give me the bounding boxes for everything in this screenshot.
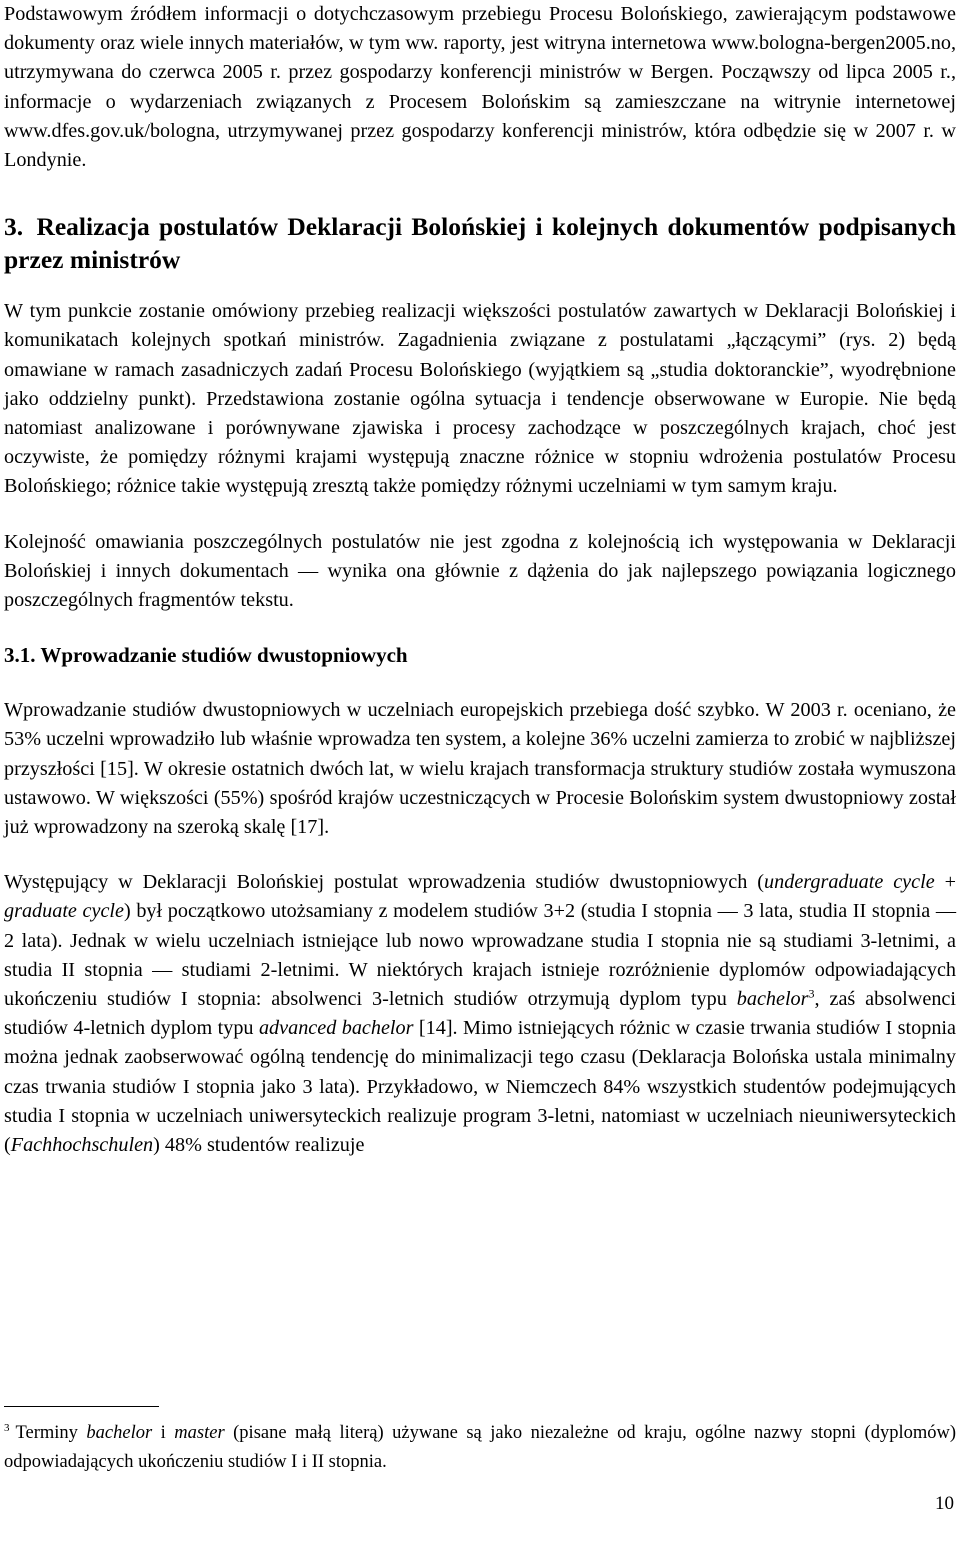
term-advanced-bachelor: advanced bachelor	[258, 1017, 414, 1040]
footnotes-area	[4, 1406, 956, 1477]
text-run: ) 48% studentów realizuje	[153, 1134, 365, 1157]
term-bachelor: bachelor	[736, 988, 809, 1011]
subsection-number: 3.1.	[4, 643, 36, 668]
term-bachelor: bachelor	[86, 1423, 153, 1443]
paragraph-order: Kolejność omawiania poszczególnych postulatów nie jest zgodna z kolejnością ich występowania w Deklaracji Bolońskiej i innych dokumentach — wynika ona głównie z dążenia do jak najlepszego powiązania logicznego poszczególnych fragmentów tekstu.	[4, 530, 956, 612]
paragraph-sources: Podstawowym źródłem informacji o dotychczasowym przebiegu Procesu Bolońskiego, zawierającym podstawowe dokumenty oraz wiele innych materiałów, w tym ww. raporty, jest witryna internetowa www.bologna-bergen2005.no, utrzymywana do czerwca 2005 r. przez gospodarzy konferencji ministrów w Bergen. Począwszy od lipca 2005 r., informacje o wydarzeniach związanych z Procesem Bolońskim są zamieszczane na witrynie internetowej www.dfes.gov.uk/bologna, utrzymywanej przez gospodarzy konferencji ministrów, która odbędzie się w 2007 r. w Londynie.	[4, 3, 956, 172]
text-run: , zaś absolwenci studiów 4-letnich dyplom typu	[4, 988, 956, 1040]
term-master: master	[174, 1423, 225, 1443]
paragraph-two-cycle-progress: Wprowadzanie studiów dwustopniowych w uczelniach europejskich przebiega dość szybko. W 2003 r. oceniano, że 53% uczelni wprowadziło lub właśnie wprowadza ten system, a kolejne 36% uczelni zamierza to zrobić w najbliższej przyszłości [15]. W okresie ostatnich dwóch lat, w wielu krajach transformacja struktury studiów została wymuszona ustawowo. W większości (55%) spośród krajów uczestniczących w Procesie Bolońskim system dwustopniowy został już wprowadzony na szeroką skalę [17].	[4, 699, 956, 839]
page-number: 10	[935, 1493, 954, 1514]
text-run: Terminy	[15, 1423, 87, 1443]
text-run: [14]. Mimo istniejących różnic w czasie trwania studiów I stopnia można jednak zaobserwować ogólną tendencję do minimalizacji tego czasu (Deklaracja Bolońska ustala minimalny czas trwania studiów I stopnia jako 3 lata). Przykładowo, w Niemczech 84% wszystkich studentów podejmujących studia I stopnia w uczelniach uniwersyteckich realizuje program 3-letni, natomiast w uczelniach nieuniwersyteckich (	[4, 1017, 956, 1157]
section-heading	[4, 210, 956, 276]
term-graduate-cycle: graduate cycle	[4, 900, 124, 923]
section-number: 3.	[4, 212, 24, 242]
subsection-title: Wprowadzanie studiów dwustopniowych	[40, 643, 408, 668]
text-run: +	[934, 871, 956, 894]
footnote-marker: 3	[4, 1421, 10, 1434]
text-run: (pisane małą literą) używane są jako niezależne od kraju, ogólne nazwy stopni (dyplomów) odpowiadających ukończeniu studiów I i II stopnia.	[4, 1423, 956, 1472]
footnote-separator	[4, 1406, 159, 1407]
text-run: Występujący w Deklaracji Bolońskiej postulat wprowadzenia studiów dwustopniowych (	[4, 871, 765, 894]
subsection-heading	[4, 641, 956, 670]
text-run: i	[152, 1423, 175, 1443]
text-run: ) był początkowo utożsamiany z modelem studiów 3+2 (studia I stopnia — 3 lata, studia II stopnia — 2 lata). Jednak w wielu uczelniach istniejące lub nowo wprowadzane studia I stopnia nie są studiami 3-letnimi, a studia II stopnia — studiami 2-letnimi. W niektórych krajach istnieje rozróżnienie dyplomów odpowiadających ukończeniu studiów I stopnia: absolwenci 3-letnich studiów otrzymują dyplom typu	[4, 900, 957, 1011]
term-fachhochschulen: Fachhochschulen	[10, 1134, 154, 1157]
paragraph-scope: W tym punkcie zostanie omówiony przebieg realizacji większości postulatów zawartych w Deklaracji Bolońskiej i komunikatach kolejnych spotkań ministrów. Zagadnienia związane z postulatami „łączącymi” (rys. 2) będą omawiane w ramach zasadniczych zadań Procesu Bolońskiego (wyjątkiem są „studia doktoranckie”, wyodrębnione jako oddzielny punkt). Przedstawiona zostanie ogólna sytuacja i tendencje obserwowane w Europie. Nie będą natomiast analizowane i porównywane zjawiska i procesy zachodzące w poszczególnych krajach, choć jest oczywiste, że pomiędzy różnymi krajami występują znaczne różnice w stopniu wdrożenia postulatów Procesu Bolońskiego; różnice takie występują zresztą także pomiędzy różnymi uczelniami w tym samym kraju.	[4, 300, 956, 498]
footnote-reference[interactable]: 3	[808, 986, 815, 1001]
footnote-3	[4, 1419, 956, 1477]
paragraph-two-cycle-model	[4, 868, 956, 1160]
term-undergraduate-cycle: undergraduate cycle	[764, 871, 935, 894]
section-title: Realizacja postulatów Deklaracji Bolońskiej i kolejnych dokumentów podpisanych przez ministrów	[4, 212, 957, 275]
